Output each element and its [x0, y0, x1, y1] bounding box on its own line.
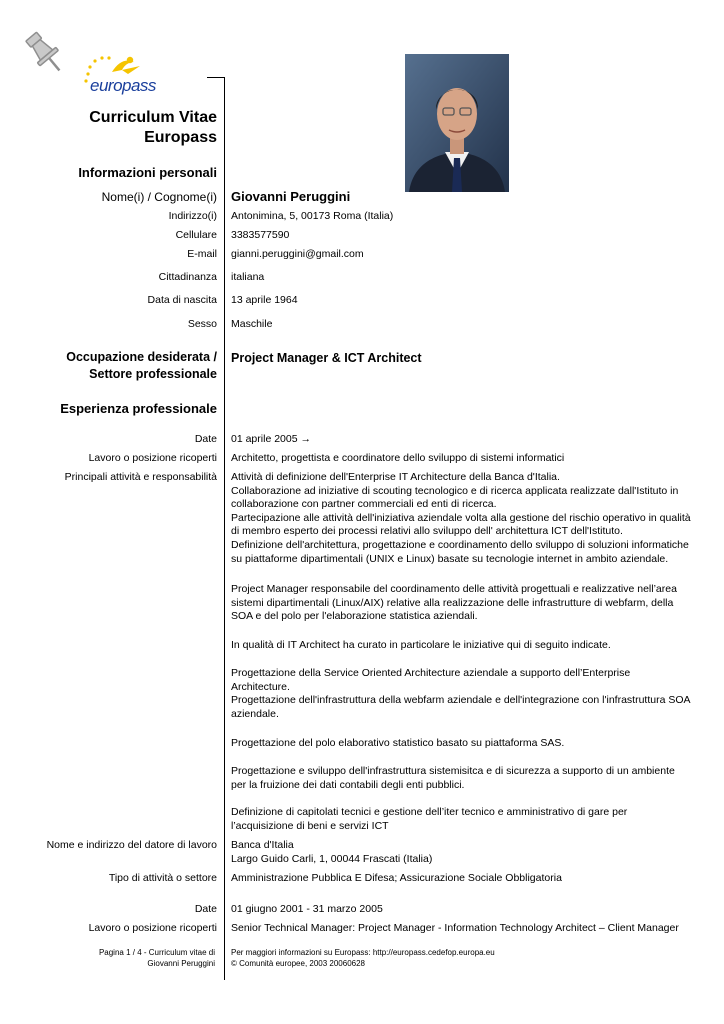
- job1-position-value: Architetto, progettista e coordinatore dello sviluppo di sistemi informatici: [231, 452, 565, 464]
- job2-position-label: Lavoro o posizione ricoperti: [88, 922, 217, 934]
- sex-value: Maschile: [231, 318, 273, 330]
- job1-paragraph-8: Definizione di capitolati tecnici e gestione dell’iter tecnico e amministrativo di gare per l’acquisizione di beni e servizi ICT: [231, 806, 628, 832]
- job1-paragraph-2: Project Manager responsabile del coordinamento delle attività progettuali e realizzative nell’area sistemi dipartimentali (Linux/AIX) relative alla realizzazione delle infrastrutture di webfarm, della SOA e del polo per l'elaborazione statistica aziendali.: [231, 583, 677, 623]
- job1-position-label: Lavoro o posizione ricoperti: [88, 452, 217, 464]
- job2-date-label: Date: [194, 903, 217, 915]
- sex-label: Sesso: [187, 318, 217, 330]
- job1-paragraph-1: Attività di definizione dell'Enterprise IT Architecture della Banca d'Italia. Collaborazione ad iniziative di scouting tecnologico e di ricerca applicata realizzate dall'Istituto in collaborazione con partner commerciali ed enti di ricerca. Partecipazione alle attività dell'iniziativa aziendale volta alla gestione del rischio operativo in qualità di membro esperto dei processi relativi allo sviluppo dell' architettura ICT dell'Istituto. Definizione dell'architettura, progettazione e coordinamento dello sviluppo di soluzioni informatiche su piattaforme dipartimentali (UNIX e Linux) basate su tecnologie internet in ambito aziendale.: [231, 471, 691, 565]
- pin-icon: [18, 26, 70, 78]
- job1-paragraph-6: Progettazione del polo elaborativo statistico basato su piattaforma SAS.: [231, 737, 565, 749]
- column-divider: [224, 77, 225, 980]
- footer-europass-info: [231, 947, 495, 969]
- job1-paragraph-4: Progettazione della Service Oriented Architecture aziendale a supporto dell’Enterprise Architecture.: [231, 667, 631, 693]
- address-label: Indirizzo(i): [168, 210, 217, 222]
- europass-logo: [82, 52, 164, 96]
- europass-wordmark: europass: [90, 76, 156, 95]
- email-value: gianni.peruggini@gmail.com: [231, 248, 364, 260]
- birth-label: Data di nascita: [147, 294, 217, 306]
- cv-title: [89, 108, 217, 148]
- job1-date-value: 01 aprile 2005 →: [231, 433, 311, 445]
- cv-title-line2: Europass: [144, 129, 217, 146]
- job1-date-label: Date: [194, 433, 217, 445]
- footer-page-info: [99, 947, 215, 969]
- email-label: E-mail: [187, 248, 217, 260]
- mobile-value: 3383577590: [231, 229, 290, 241]
- section-experience: Esperienza professionale: [60, 401, 217, 416]
- footer-page-line1: Pagina 1 / 4 - Curriculum vitae di: [98, 948, 215, 957]
- footer-page-line2: Giovanni Peruggini: [147, 959, 215, 968]
- mobile-label: Cellulare: [175, 229, 217, 241]
- footer-info-line2: © Comunità europee, 2003 20060628: [231, 959, 365, 968]
- job1-paragraph-7: Progettazione e sviluppo dell'infrastruttura sistemisitca e di sicurezza a supporto di un ambiente per la fruizione dei dati contabili degli enti pubblici.: [231, 765, 675, 791]
- job1-paragraph-5: Progettazione dell'infrastruttura della webfarm aziendale e dell'integrazione con l'infrastruttura SOA aziendale.: [231, 694, 690, 720]
- job1-employer-line1: Banca d'Italia: [231, 839, 294, 851]
- profile-photo: [405, 54, 509, 192]
- job2-date-value: 01 giugno 2001 - 31 marzo 2005: [231, 903, 383, 915]
- address-value: Antonimina, 5, 00173 Roma (Italia): [231, 210, 394, 222]
- job1-employer-line2: Largo Guido Carli, 1, 00044 Frascati (Italia): [231, 853, 433, 865]
- header-rule: [207, 77, 225, 78]
- occupation-label: [66, 349, 217, 383]
- name-label: Nome(i) / Cognome(i): [101, 190, 217, 204]
- footer-info-line1: Per maggiori informazioni su Europass: http://europass.cedefop.europa.eu: [231, 948, 495, 957]
- nationality-value: italiana: [231, 271, 265, 283]
- job1-sector-value: Amministrazione Pubblica E Difesa; Assicurazione Sociale Obbligatoria: [231, 872, 562, 884]
- job1-sector-label: Tipo di attività o settore: [108, 872, 217, 884]
- occupation-label-line1: Occupazione desiderata /: [66, 350, 217, 364]
- section-personal-info: Informazioni personali: [78, 165, 217, 180]
- cv-title-line1: Curriculum Vitae: [89, 109, 217, 126]
- nationality-label: Cittadinanza: [158, 271, 217, 283]
- birth-value: 13 aprile 1964: [231, 294, 298, 306]
- job1-paragraph-3: In qualità di IT Architect ha curato in particolare le iniziative qui di seguito indicate.: [231, 639, 611, 651]
- job2-position-value: Senior Technical Manager: Project Manager - Information Technology Architect – Client Manager: [231, 922, 679, 934]
- occupation-label-line2: Settore professionale: [89, 367, 217, 381]
- name-value: Giovanni Peruggini: [231, 189, 351, 204]
- occupation-value: Project Manager & ICT Architect: [231, 351, 422, 365]
- job1-activities-label: Principali attività e responsabilità: [64, 471, 217, 483]
- job1-employer-label: Nome e indirizzo del datore di lavoro: [46, 839, 217, 851]
